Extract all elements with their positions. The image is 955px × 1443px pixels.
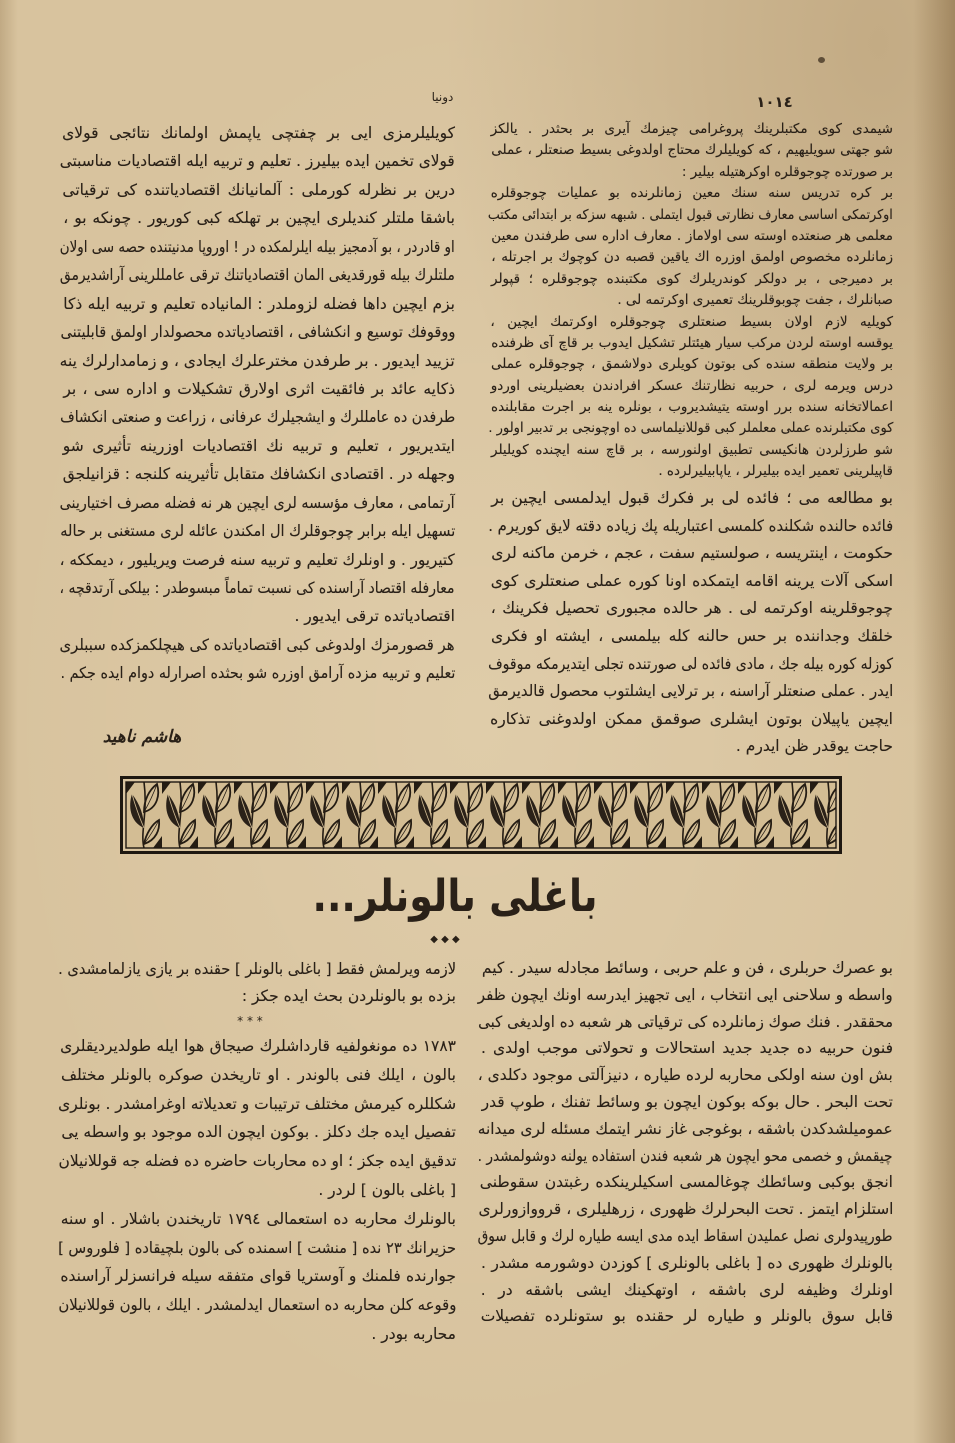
text-line-content: اعمالاتخانه سنده برر اوسته يتيشديروب ، بونلره ينه بر اجرت مقابلنده [491,399,893,416]
text-line [488,205,893,226]
text-line [478,1169,893,1196]
text-line [488,440,893,461]
text-line-content: محاربه بودر . [371,1324,456,1343]
text-line [488,333,893,354]
text-line-content: اقتصادياتده ترقى ايديور . [294,607,455,626]
text-line-content: اسكى آلات يرينه اقامه ايتمكده اونا كوره عملى صنعتلرى كوى [490,571,893,590]
text-line [478,1303,893,1330]
text-line [478,982,893,1009]
article1-right-column-section2 [488,485,893,761]
text-line [478,1062,893,1089]
text-line-content: بو مطالعه مى ؛ فائده لى بر فكرك قبول ايدلمسى ايچين بر [491,489,893,507]
text-line [488,461,893,482]
text-line-content: شو طرزلردن هانكيسى تطبيق اولنورسه ، بر قاچ سنه ايچنده كويليلر [491,441,893,458]
text-line [60,546,455,574]
page-edge-shadow-right [913,0,955,1443]
text-line-content: بر كره تدريس سنه سنك معين زمانلرنده بو عمليات چوجوقلره [490,185,893,202]
text-line-content: ووقوفك توسيع و انكشافى ، اقتصادياتده محصولدار اولمق قابليتنى [60,323,455,342]
text-line-content: وجهله در . اقتصادى انكشافك متقابل تأثيرينه كلنجه : قزانيلجق [62,465,455,484]
text-line-content: اونلرك وظيفه لرى باشقه ، اوتهكينك ايشى باشقه در . [480,1280,893,1299]
text-line-content: قولاى تخمين ايده بيليرز . تعليم و تربيه ايله اقتصاديات مناسبتى [60,152,455,171]
text-line-content: آرتمامى ، معارف مؤسسه لرى ايچين هر نه فضله مصرف اختيارينى [60,493,455,512]
text-line [488,568,893,596]
text-line [478,1035,893,1062]
text-line-content: حكومت ، اينتريسه ، صولستيم سفت ، عجم ، خرمن ماكنه لرى [491,544,893,563]
text-line-content: وقوعه كلن محاربه ده استعمال ايدلمشدر . ايلك ، بالون قوللانيلان [58,1296,456,1315]
text-line [488,162,893,183]
text-line [60,489,455,517]
article2-title-text: باغلى بالونلر... [312,871,598,922]
text-line [478,955,893,982]
text-line [58,1118,456,1147]
text-line [58,1032,456,1061]
text-line-content: [ باغلى بالون ] لردر . [318,1180,456,1199]
text-line-content: شكللره كيرمش مختلف ترتيبات و تعديلاته اوغرامشدر . بونلرى [58,1094,456,1113]
running-title: دونيا [431,90,454,104]
text-line-content: تعليم و تربيه مزده آرامق اوزره شو بحثده اصرارله دوام ايده جكم . [60,664,455,683]
text-line [488,312,893,333]
text-line [60,403,455,431]
text-line-content: ايتديريور ، تعليم و تربيه نك اقتصاديات اوزرينه تأثيرى شو [62,436,455,455]
text-line-content: جوارنده فلمنك و آوستريا قواى متفقه سيله فرانسزلر آراسنده [60,1267,456,1286]
text-line [488,651,893,679]
text-line-content: عموميلشدكدن باشقه ، بوغوجى غاز نشر ايتمك مسئله لرى ميدانه [478,1119,893,1138]
article2-left-column-body [58,1032,456,1349]
text-line [58,1320,456,1349]
text-line [488,269,893,290]
text-line-content: فنون حربيه ده جديد جديد استحالات و تحولاتى موجب اولدى . [481,1039,893,1058]
text-line [58,1291,456,1320]
text-line-content: واسطه و سلاحنى ايى انتخاب ، ايى تجهيز ايدرسه اونك ايچون ظفر [478,985,893,1004]
text-line-content: فائده حالنده شكلنده كلمسى اعتباريله پك زياده دقته لايق كوريرم . [488,516,893,535]
text-line [60,517,455,545]
text-line [488,485,893,513]
text-line-content: ملتلرك بيله قورقديغى المان اقتصادياتنك ترقى عامللرينى آراشديرمق [60,266,455,285]
text-line [478,1196,893,1223]
text-line [478,1089,893,1116]
text-line-content: تسهيل ايله برابر چوجوقلرك ال امكندن عائله لرى مستغنى بر حاله [60,522,455,541]
text-line [58,983,456,1010]
text-line [478,1223,893,1250]
text-line [488,733,893,761]
ornament-leaf-field [126,782,836,848]
text-line-content: يوقسه اوسته لردن مركب سيار هيئتلر تشكيل ايدوب بر قاچ آى ظرفنده [491,334,893,351]
text-line [60,602,455,630]
text-line-content: قابل سوق بالونلر و طياره لر حقنده بو ستونلرده تفصيلات [480,1307,893,1326]
text-line [488,119,893,140]
text-line [60,375,455,403]
text-line-content: هر قصورمزك اولدوغى كبى اقتصادياتده كى هيچلكمزكده سببلرى [60,635,455,654]
text-line [488,513,893,541]
text-line-content: تزييد ايديور . بر طرفدن مخترعلرك ايجادى ، و زمامدارلرك ينه [60,351,455,370]
text-line-content: حاجت يوقدر ظن ايدرم . [735,737,893,756]
text-line [478,1143,893,1170]
text-line [478,1009,893,1036]
article1-left-column [60,119,455,688]
text-line [58,1090,456,1119]
text-line-content: ايچين ياپيلان بوتون ايشلرى صوقمق ممكن اولدوغنى تذكاره [490,709,893,728]
text-line [58,1262,456,1291]
text-line [60,574,455,602]
text-line-content: قاپيلرينى تعمير ايده بيليرلر ، ياپابيليرلرده . [658,463,893,480]
text-line-content: چوجوقلرينه اوكرتمه لى . هر حالده مجبورى تحصيل فكرينك ، [490,599,893,618]
text-line [60,233,455,261]
text-line-content: حزيرانك ٢٣ نده [ منشت ] اسمنده كى بالون بلچيقاده [ فلوروس ] [58,1238,456,1257]
text-line-content: او قادردر ، بو آدمجيز بيله ايلرلمكده در ! اوروپا مدنيتنده حصه سى اولان [60,237,455,256]
text-line-content: شيمدى كوى مكتبلرينك پروغرامى چيزمك آيرى بر بحثدر . يالكز [490,121,893,137]
text-line [488,140,893,161]
text-line-content: انجق بوكبى وسائطك چوغالمسى اسكيلرينكده رغبتدن سقوطنى [479,1173,893,1192]
text-line [488,354,893,375]
text-line-content: بالونلرك ظهورى ده [ باغلى بالونلرى ] كوزدن دوشورمه مشدر . [481,1253,893,1272]
text-line-content: محققدر . فنك صوك زمانلرده كى ترقياتى هر شعبه ده اولديغى كبى [478,1012,893,1031]
text-line-content: اوكرتمكى اساسى معارف نظارتى قبول ايتملى . شبهه سزكه بر ابتدائى مكتب [488,206,893,223]
text-line [478,1116,893,1143]
text-line [60,631,455,659]
text-line-content: بزم ايچين داها فضله لزوملدر : المانياده تعليم و تربيه ايله ذكا [63,294,455,313]
text-line [488,418,893,439]
text-line-content: كويليلرمزى ايى بر چفتچى ياپمش اولمانك نتائجى قولاى [62,124,455,142]
text-line-content: باشقا ملتلر كنديلرى ايچين بر تهلكه كبى كوريور . چونكه بو ، [63,209,455,228]
text-line [488,290,893,311]
page-edge-shadow-left [0,0,18,1443]
text-line-content: كوزله كوره بيله جك ، مادى فائده لى صورتنده تجلى ايتديرمكه موقوف [488,654,893,673]
text-line-content: ١٧٨٣ ده مونغولفيه قارداشلرك صيجاق هوا ايله طولديرديقلرى [60,1037,456,1055]
author-signature: هاشم ناهيد [102,727,182,747]
text-line [60,460,455,488]
text-line [488,247,893,268]
text-line [60,204,455,232]
text-line-content: بر دميرجى ، بر دولكر كوندريلرك كوى مكتبنده چوجوقلره ؛ قپولر [491,270,893,287]
text-line [488,706,893,734]
article2-right-column [478,955,893,1330]
text-line [60,176,455,204]
text-line-content: معلمى هر صنعتده اوسته سى اولاماز . معارف اداره سى طرفندن معين [491,227,893,244]
text-line-content: ذكايه عائد بر فائقيت اثرى اولارق تشكيلات و اداره سى ، بر [63,379,455,398]
text-line-content: زمانلرده مخصوص اولمق اوزره اك ياقين قصبه دن كوچوك بر اجرتله ، [491,249,893,266]
section-separator: * * * [237,1014,263,1028]
text-line-content: تحت البحر . حال بوكه بوكون ايچون بو وسائط تفنك ، طوپ قدر [481,1092,893,1111]
text-line [488,226,893,247]
text-line [60,432,455,460]
text-line-content: كوى مكتبلرنده عملى معلملر كبى قوللانيلماسى ده اوچونجى بر تدبير اولور . [488,420,893,437]
text-line-content: شو جهتى سويليهيم ، كه كويليلرك محتاج اولدوغى بسيط صنعتلر ، عملى [491,142,893,159]
text-line-content: بزده بو بالونلردن بحث ايده جكز : [241,987,456,1005]
text-line-content: لازمه ويرلمش فقط [ باغلى بالونلر ] حقنده بر يازى يازلمامشدى . [58,960,456,978]
text-line-content: بالونلرك محاربه ده استعمالى ١٧٩٤ تاريخندن باشلار . او سنه [60,1209,456,1228]
text-line-content: چيقمش و خصمى محو ايچون هر شعبه فندن استفاده يولنه دوشولمشدر . [478,1146,893,1165]
title-diamond-ornament: ◆ ◆ ◆ [430,934,460,945]
text-line-content: ايدر . عملى صنعتلر آراسنه ، بر ترلايى ايشلتوب محصول قالديرمق [488,682,893,701]
text-line [58,1147,456,1176]
text-line-content: بر ولايت منطقه سنده كى بوتون كويلرى دولاشمق ، چوجوقلره عملى [491,356,893,373]
article1-right-column-section1 [488,119,893,483]
text-line [488,595,893,623]
text-line-content: درين بر نظرله كورملى : آلمانيانك اقتصادياتنده كى ترقياتى [62,180,455,199]
text-line [58,1176,456,1205]
article2-left-column-intro [58,956,456,1010]
text-line-content: طرفدن ده عامللرك و ايشجيلرك عرفانى ، زراعت و صنعتى انكشاف [60,408,455,427]
text-line [60,318,455,346]
text-line [60,147,455,175]
text-line [58,1205,456,1234]
text-line [488,540,893,568]
page-number: ١٠١٤ [756,93,793,111]
text-line [488,376,893,397]
text-line [478,1277,893,1304]
text-line-content: تدقيق ايده جكز ؛ او ده محاربات حاضره ده فضله جه قوللانيلان [58,1152,456,1171]
text-line-content: معارفله اقتصاد آراسنده كى نسبت تماماً مبسوطدر : بيلكى آرتدقچه ، [60,579,455,597]
text-line [58,956,456,983]
text-line [60,290,455,318]
text-line-content: استلزام ايتمز . تحت البحرلرك ظهورى ، زرهليلرى ، قرووازورلرى [478,1200,893,1219]
leaf-ornament-band [120,776,842,854]
text-line [488,623,893,651]
article2-title [312,866,620,928]
text-line-content: بالون ، ايلك فنى بالوندر . او تاريخدن صوكره بالونلر مختلف [61,1065,456,1084]
text-line [478,1250,893,1277]
text-line [60,119,455,147]
text-line [60,261,455,289]
text-line-content: بو عصرك حربلرى ، فن و علم حربى ، وسائط مجادله سيدر . كيم [481,959,893,977]
text-line [488,678,893,706]
text-line [58,1061,456,1090]
paper-speck [818,57,825,63]
text-line [60,347,455,375]
text-line [60,659,455,687]
text-line-content: درس ويرمه لرى ، حربيه نظارتنك عسكر افرادندن بعضيلرينى اوردو [490,377,893,394]
text-line-content: بش اون سنه اولكى محاربه لرده طياره ، دنيزآلتى موجود دكلدى ، [478,1066,893,1085]
text-line-content: طورپيدولرى نصل عمليدن اسقاط ايده مدى ايسه طياره لرك و قابل سوق [478,1226,893,1245]
text-line-content: خلقك وجداننده بر حس حالنه كله بيلمسى ، ايشته او فكرى [491,626,893,645]
text-line-content: كويليه لازم اولان بسيط صنعتلرى چوجوقلره اوكرتمك ايچين ، [490,313,893,330]
text-line [488,397,893,418]
text-line-content: تفصيل ايده جك دكلز . بوكون ايچون الده موجود بو واسطه يى [61,1123,456,1142]
text-line-content: بر صورتده چوجوقلره اوكرهتيله بيلير : [681,163,893,180]
text-line-content: كتيريور . و اونلرك تعليم و تربيه سنه فرصت ويريليور ، ديمككه ، [60,550,455,569]
text-line [488,183,893,204]
text-line [58,1234,456,1263]
text-line-content: صبانلرك ، جفت چوبوقلرينك تعميرى اوكرتمه لى . [617,292,893,309]
